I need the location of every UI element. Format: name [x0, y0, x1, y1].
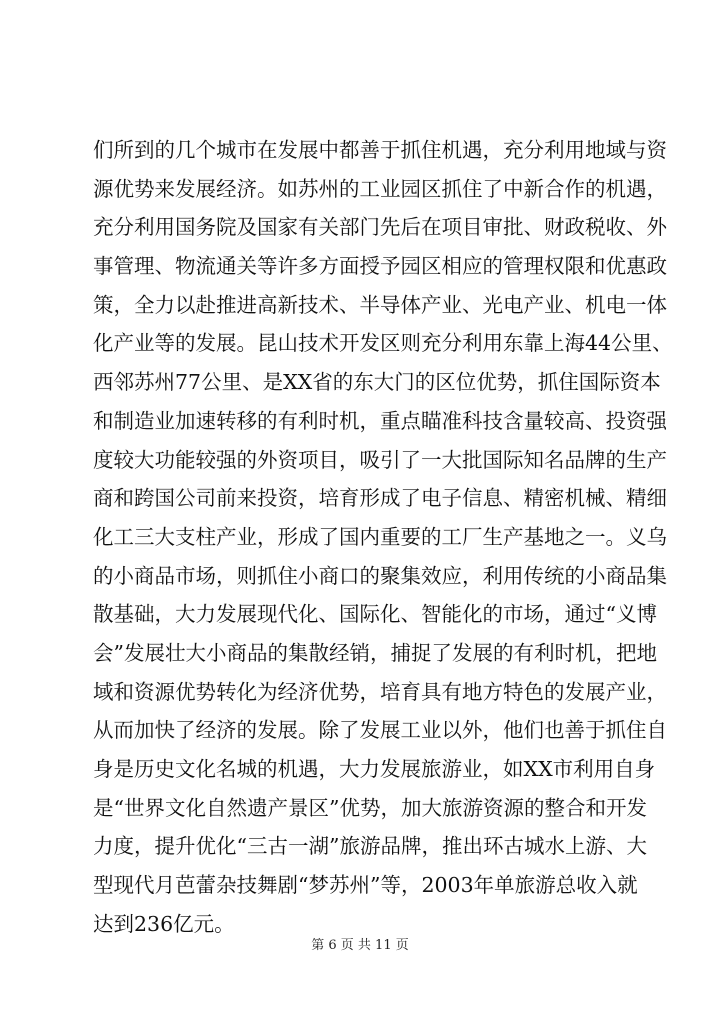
text-line: 力度，提升优化“三古一湖”旅游品牌，推出环古城水上游、大: [93, 834, 647, 859]
text-line: 充分利用国务院及国家有关部门先后在项目审批、财政税收、外: [93, 215, 667, 240]
text-line: 从而加快了经济的发展。除了发展工业以外，他们也善于抓住自: [93, 718, 667, 743]
text-line: 的小商品市场，则抓住小商口的聚集效应，利用传统的小商品集: [93, 563, 667, 588]
text-line: 是“世界文化自然遗产景区”优势，加大旅游资源的整合和开发: [93, 795, 647, 820]
text-line: 域和资源优势转化为经济优势，培育具有地方特色的发展产业，: [93, 679, 667, 704]
text-line: 西邻苏州77公里、是XX省的东大门的区位优势，抓住国际资本: [93, 370, 661, 395]
text-line: 化产业等的发展。昆山技术开发区则充分利用东靠上海44公里、: [93, 331, 673, 356]
text-line: 会”发展壮大小商品的集散经销，捕捉了发展的有利时机，把地: [93, 640, 657, 665]
page-number-footer: 第 6 页 共 11 页: [311, 938, 409, 953]
text-line: 和制造业加速转移的有利时机，重点瞄准科技含量较高、投资强: [93, 408, 667, 433]
text-line: 达到236亿元。: [93, 911, 235, 936]
text-line: 策，全力以赴推进高新技术、半导体产业、光电产业、机电一体: [93, 292, 667, 317]
text-line: 型现代月芭蕾杂技舞剧“梦苏州”等，2003年单旅游总收入就: [93, 873, 638, 898]
text-line: 化工三大支柱产业，形成了国内重要的工厂生产基地之一。义乌: [93, 524, 667, 549]
text-line: 身是历史文化名城的机遇，大力发展旅游业，如XX市利用自身: [93, 757, 656, 781]
text-line: 事管理、物流通关等许多方面授予园区相应的管理权限和优惠政: [93, 254, 667, 279]
text-line: 度较大功能较强的外资项目，吸引了一大批国际知名品牌的生产: [93, 447, 667, 472]
text-line: 散基础，大力发展现代化、国际化、智能化的市场，通过“义博: [93, 602, 657, 627]
body-paragraph: [93, 131, 673, 943]
text-line: 们所到的几个城市在发展中都善于抓住机遇，充分利用地域与资: [93, 138, 667, 162]
text-line: 商和跨国公司前来投资，培育形成了电子信息、精密机械、精细: [93, 486, 667, 511]
text-line: 源优势来发展经济。如苏州的工业园区抓住了中新合作的机遇，: [93, 176, 667, 201]
